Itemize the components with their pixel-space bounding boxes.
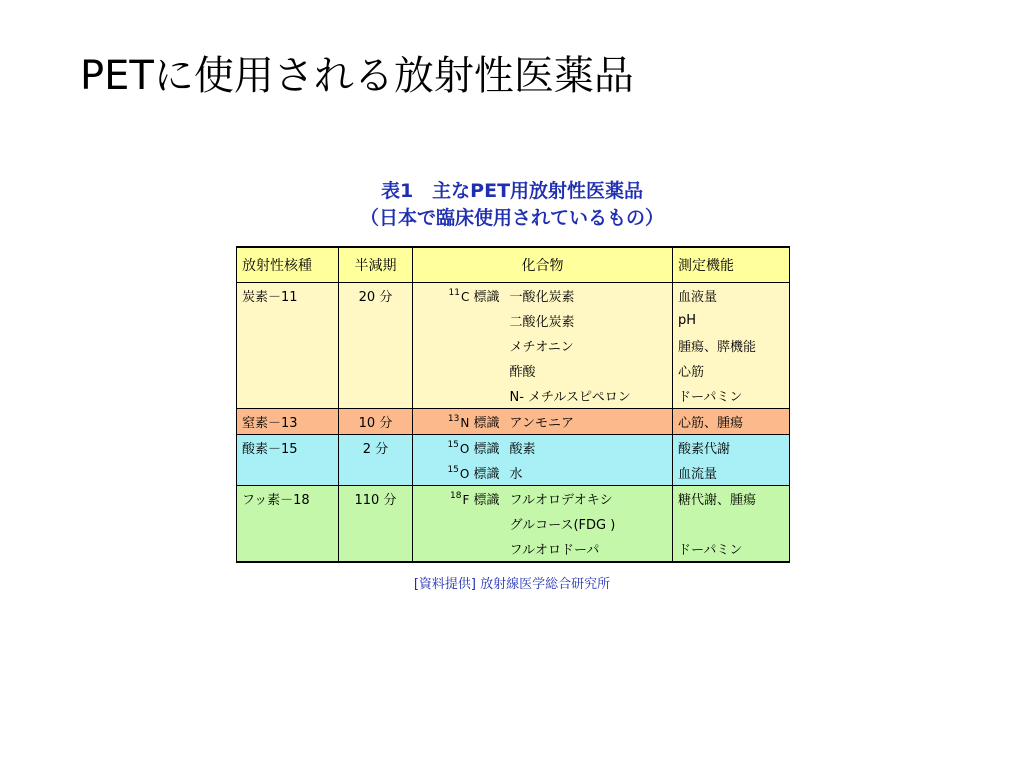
nuclide-cell: フッ素－18 bbox=[237, 486, 339, 512]
label-suffix: 標識 bbox=[473, 442, 500, 457]
label-suffix: 標識 bbox=[473, 467, 500, 482]
half-life-cell: 20 分 bbox=[339, 283, 413, 309]
table-row bbox=[237, 435, 790, 461]
nuclide-cell bbox=[237, 460, 339, 486]
label-suffix: 標識 bbox=[473, 416, 500, 431]
label-suffix: 標識 bbox=[473, 493, 500, 508]
function-cell: 心筋 bbox=[673, 358, 790, 383]
nuclide-cell: 酸素－15 bbox=[237, 435, 339, 461]
table-row bbox=[237, 511, 790, 536]
function-cell: ドーパミン bbox=[673, 383, 790, 409]
table-header-row bbox=[237, 247, 790, 283]
compound-cell: フルオロデオキシ bbox=[505, 486, 673, 512]
element-symbol: O bbox=[459, 442, 470, 456]
table-row bbox=[237, 460, 790, 486]
function-cell: 酸素代謝 bbox=[673, 435, 790, 461]
function-cell: 血流量 bbox=[673, 460, 790, 486]
labeling-cell bbox=[413, 333, 505, 358]
element-symbol: O bbox=[459, 467, 470, 481]
compound-cell: フルオロドーパ bbox=[505, 536, 673, 562]
table-row bbox=[237, 536, 790, 562]
function-cell: 腫瘍、膵機能 bbox=[673, 333, 790, 358]
compound-cell: グルコース(FDG ) bbox=[505, 511, 673, 536]
labeling-cell bbox=[413, 283, 505, 309]
mass-number: 13 bbox=[447, 414, 460, 424]
function-cell: 糖代謝、腫瘍 bbox=[673, 486, 790, 512]
compound-cell: メチオニン bbox=[505, 333, 673, 358]
table-caption-line1: 表1 主なPET用放射性医薬品 bbox=[380, 180, 644, 202]
nuclide-cell bbox=[237, 333, 339, 358]
labeling-cell bbox=[413, 358, 505, 383]
element-symbol: C bbox=[460, 290, 470, 304]
half-life-cell: 10 分 bbox=[339, 409, 413, 435]
header-function: 測定機能 bbox=[673, 247, 790, 283]
header-half-life: 半減期 bbox=[339, 247, 413, 283]
half-life-cell: 2 分 bbox=[339, 435, 413, 461]
half-life-cell bbox=[339, 383, 413, 409]
table-row bbox=[237, 333, 790, 358]
labeling-cell bbox=[413, 308, 505, 333]
element-symbol: N bbox=[460, 416, 470, 430]
nuclide-cell: 炭素－11 bbox=[237, 283, 339, 309]
compound-cell: 酢酸 bbox=[505, 358, 673, 383]
compound-cell: 酸素 bbox=[505, 435, 673, 461]
function-cell: 血液量 bbox=[673, 283, 790, 309]
slide-title: PETに使用される放射性医薬品 bbox=[80, 53, 634, 99]
function-cell: ドーパミン bbox=[673, 536, 790, 562]
half-life-cell bbox=[339, 511, 413, 536]
nuclide-cell bbox=[237, 383, 339, 409]
table-row bbox=[237, 358, 790, 383]
mass-number: 15 bbox=[447, 465, 459, 475]
header-nuclide: 放射性核種 bbox=[237, 247, 339, 283]
nuclide-cell bbox=[237, 308, 339, 333]
table-row bbox=[237, 308, 790, 333]
labeling-cell bbox=[413, 383, 505, 409]
labeling-cell bbox=[413, 409, 505, 435]
nuclide-cell bbox=[237, 536, 339, 562]
labeling-cell bbox=[413, 486, 505, 512]
labeling-cell bbox=[413, 511, 505, 536]
half-life-cell bbox=[339, 358, 413, 383]
function-cell: pH bbox=[673, 308, 790, 333]
element-symbol: F bbox=[462, 493, 470, 507]
function-cell: 心筋、腫瘍 bbox=[673, 409, 790, 435]
compound-cell: 水 bbox=[505, 460, 673, 486]
source-credit: [資料提供] 放射線医学総合研究所 bbox=[413, 577, 611, 592]
function-cell bbox=[673, 511, 790, 536]
header-compound: 化合物 bbox=[413, 247, 673, 283]
table-row bbox=[237, 409, 790, 435]
half-life-cell: 110 分 bbox=[339, 486, 413, 512]
nuclide-cell bbox=[237, 511, 339, 536]
radiopharmaceutical-table bbox=[236, 246, 790, 563]
mass-number: 11 bbox=[448, 288, 460, 298]
nuclide-cell: 窒素－13 bbox=[237, 409, 339, 435]
table-row bbox=[237, 383, 790, 409]
nuclide-cell bbox=[237, 358, 339, 383]
half-life-cell bbox=[339, 536, 413, 562]
half-life-cell bbox=[339, 308, 413, 333]
table-caption-line2: （日本で臨床使用されているもの） bbox=[359, 207, 664, 229]
mass-number: 18 bbox=[449, 491, 462, 501]
mass-number: 15 bbox=[447, 440, 459, 450]
labeling-cell bbox=[413, 460, 505, 486]
label-suffix: 標識 bbox=[473, 290, 500, 305]
compound-cell: アンモニア bbox=[505, 409, 673, 435]
compound-cell: 二酸化炭素 bbox=[505, 308, 673, 333]
labeling-cell bbox=[413, 536, 505, 562]
labeling-cell bbox=[413, 435, 505, 461]
table-row bbox=[237, 486, 790, 512]
compound-cell: 一酸化炭素 bbox=[505, 283, 673, 309]
half-life-cell bbox=[339, 460, 413, 486]
compound-cell: N- メチルスピペロン bbox=[505, 383, 673, 409]
table-row bbox=[237, 283, 790, 309]
half-life-cell bbox=[339, 333, 413, 358]
